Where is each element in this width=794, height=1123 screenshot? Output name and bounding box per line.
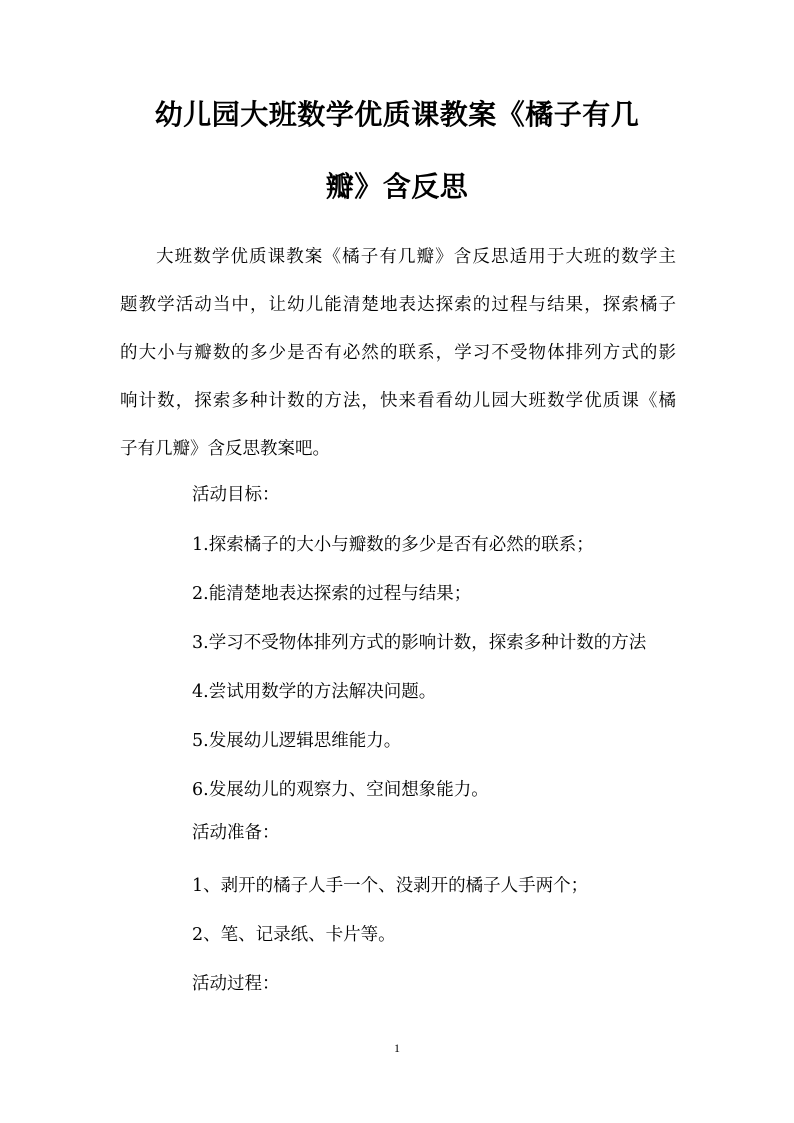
intro-line: 大班数学优质课教案《橘子有几瓣》含反思适用于大班的数学主 <box>156 247 676 267</box>
page-number: 1 <box>394 1041 400 1055</box>
goals-heading: 活动目标： <box>192 485 280 505</box>
goal-item: 6.发展幼儿的观察力、空间想象能力。 <box>192 780 489 800</box>
goal-item: 5.发展幼儿逻辑思维能力。 <box>192 731 402 751</box>
intro-line: 题教学活动当中，让幼儿能清楚地表达探索的过程与结果，探索橘子 <box>120 295 676 315</box>
intro-paragraph <box>120 233 676 473</box>
intro-line: 的大小与瓣数的多少是否有必然的联系，学习不受物体排列方式的影 <box>120 343 676 363</box>
intro-line: 子有几瓣》含反思教案吧。 <box>120 439 330 459</box>
goal-item: 4.尝试用数学的方法解决问题。 <box>192 682 437 702</box>
goal-item: 3.学习不受物体排列方式的影响计数，探索多种计数的方法 <box>192 633 647 653</box>
prep-item: 1、剥开的橘子人手一个、没剥开的橘子人手两个； <box>192 876 589 896</box>
document-title-line-2: 瓣》含反思 <box>325 170 469 203</box>
prep-heading: 活动准备： <box>192 823 280 843</box>
goal-item: 1.探索橘子的大小与瓣数的多少是否有必然的联系； <box>192 535 594 555</box>
intro-line: 响计数，探索多种计数的方法，快来看看幼儿园大班数学优质课《橘 <box>120 391 676 411</box>
process-heading: 活动过程： <box>192 974 280 994</box>
prep-item: 2、笔、记录纸、卡片等。 <box>192 925 396 945</box>
document-title-line-1: 幼儿园大班数学优质课教案《橘子有几 <box>154 98 640 131</box>
goal-item: 2.能清楚地表达探索的过程与结果； <box>192 584 472 604</box>
